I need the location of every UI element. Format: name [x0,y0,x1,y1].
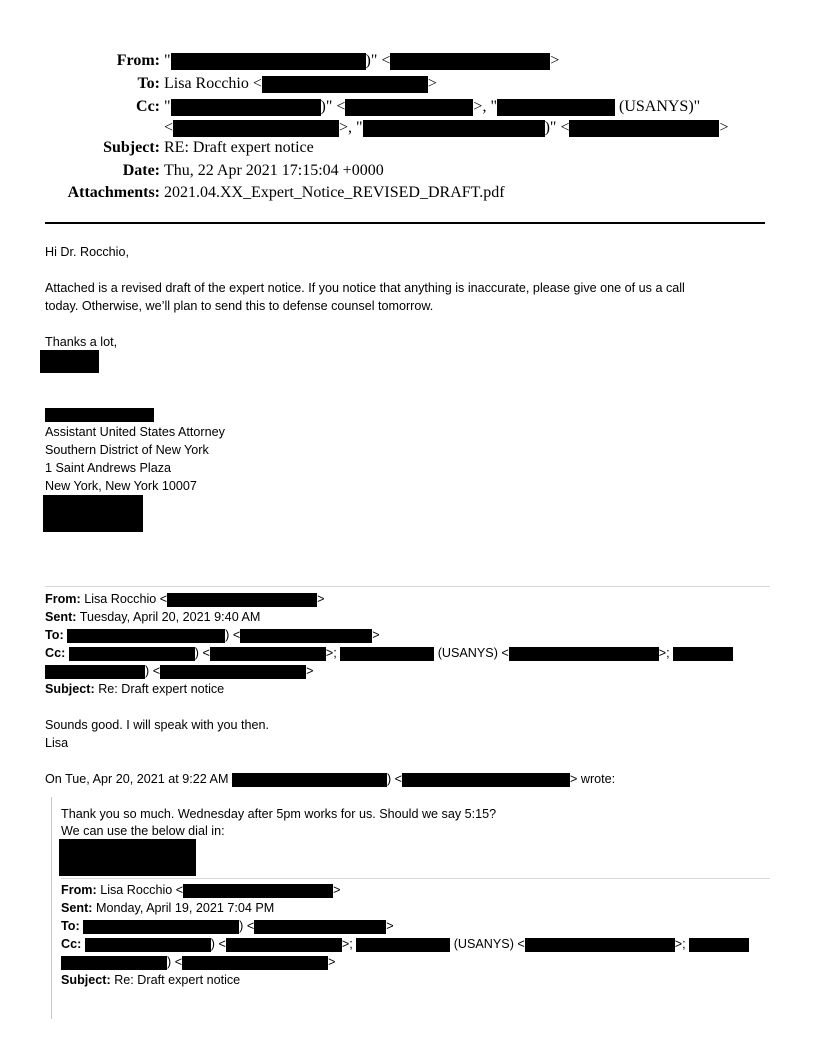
redaction-box [240,629,372,643]
reply1-subject: Subject: Re: Draft expert notice [45,682,225,696]
reply-divider [61,878,770,879]
attachment-link[interactable]: 2021.04.XX_Expert_Notice_REVISED_DRAFT.pdf [164,184,505,201]
redaction-box [40,350,99,373]
subject-label: Subject: [103,139,160,156]
to-value: Lisa Rocchio < > [164,75,437,92]
date-label: Date: [122,162,160,179]
redaction-box [183,884,333,898]
redaction-box [171,53,366,70]
quote-bar [51,797,52,1019]
redaction-box [509,647,659,661]
redaction-box [254,920,386,934]
from-value: " )" < > [164,52,560,69]
from-label: From: [116,52,160,69]
redaction-box [525,938,675,952]
reply1-from: From: Lisa Rocchio < > [45,592,325,606]
header-divider [45,222,765,224]
cc-label: Cc: [136,98,160,115]
signature-address-line1: 1 Saint Andrews Plaza [45,461,172,475]
body-paragraph-line2: today. Otherwise, we’ll plan to send this to defense counsel tomorrow. [45,299,434,313]
greeting: Hi Dr. Rocchio, [45,245,129,259]
cc-value-line1: " )" < >, " (USANYS)" [164,98,701,115]
closing: Thanks a lot, [45,335,118,349]
redaction-box [167,593,317,607]
reply1-body-line2: Lisa [45,736,69,750]
redaction-box [45,408,154,422]
reply2-cc: Cc: ) < >; (USANYS) < >; [61,937,749,952]
redaction-box [497,99,615,116]
redaction-box [43,495,143,532]
to-label: To: [137,75,160,92]
redaction-box [59,839,196,876]
reply2-cc-line2: ) < > [61,955,335,970]
redaction-box [173,120,339,137]
reply1-body-line1: Sounds good. I will speak with you then. [45,718,270,732]
reply1-cc-line2: ) < > [45,664,313,679]
quoted-line1: Thank you so much. Wednesday after 5pm works for us. Should we say 5:15? [61,807,497,821]
redaction-box [402,773,570,787]
subject-value: RE: Draft expert notice [164,139,314,156]
redaction-box [363,120,545,137]
quote-intro: On Tue, Apr 20, 2021 at 9:22 AM ) < > wrote: [45,772,616,786]
reply1-to: To: ) < > [45,628,380,642]
redaction-box [45,665,145,679]
reply1-sent: Sent: Tuesday, April 20, 2021 9:40 AM [45,610,261,624]
redaction-box [345,99,473,116]
redaction-box [85,938,211,952]
redaction-box [390,53,550,70]
redaction-box [569,120,719,137]
signature-address-line2: New York, New York 10007 [45,479,197,493]
signature-office: Southern District of New York [45,443,209,457]
quoted-line2: We can use the below dial in: [61,824,225,838]
attachments-label: Attachments: [67,184,160,201]
redaction-box [262,76,428,93]
reply2-from: From: Lisa Rocchio < > [61,883,341,897]
reply2-subject: Subject: Re: Draft expert notice [61,973,241,987]
redaction-box [232,773,387,787]
redaction-box [356,938,450,952]
redaction-box [210,647,326,661]
redaction-box [226,938,342,952]
cc-value-line2: < >, " )" < > [164,119,729,136]
redaction-box [340,647,434,661]
redaction-box [160,665,306,679]
redaction-box [171,99,321,116]
redaction-box [83,920,239,934]
signature-title: Assistant United States Attorney [45,425,225,439]
reply2-to: To: ) < > [61,919,394,933]
reply-divider [45,586,770,587]
redaction-box [61,956,167,970]
reply1-cc: Cc: ) < >; (USANYS) < >; [45,646,733,661]
reply2-sent: Sent: Monday, April 19, 2021 7:04 PM [61,901,275,915]
redaction-box [689,938,749,952]
date-value: Thu, 22 Apr 2021 17:15:04 +0000 [164,162,384,179]
body-paragraph-line1: Attached is a revised draft of the expert notice. If you notice that anything is inaccurate, please give one of us a call [45,281,685,295]
redaction-box [182,956,328,970]
redaction-box [69,647,195,661]
redaction-box [67,629,225,643]
redaction-box [673,647,733,661]
